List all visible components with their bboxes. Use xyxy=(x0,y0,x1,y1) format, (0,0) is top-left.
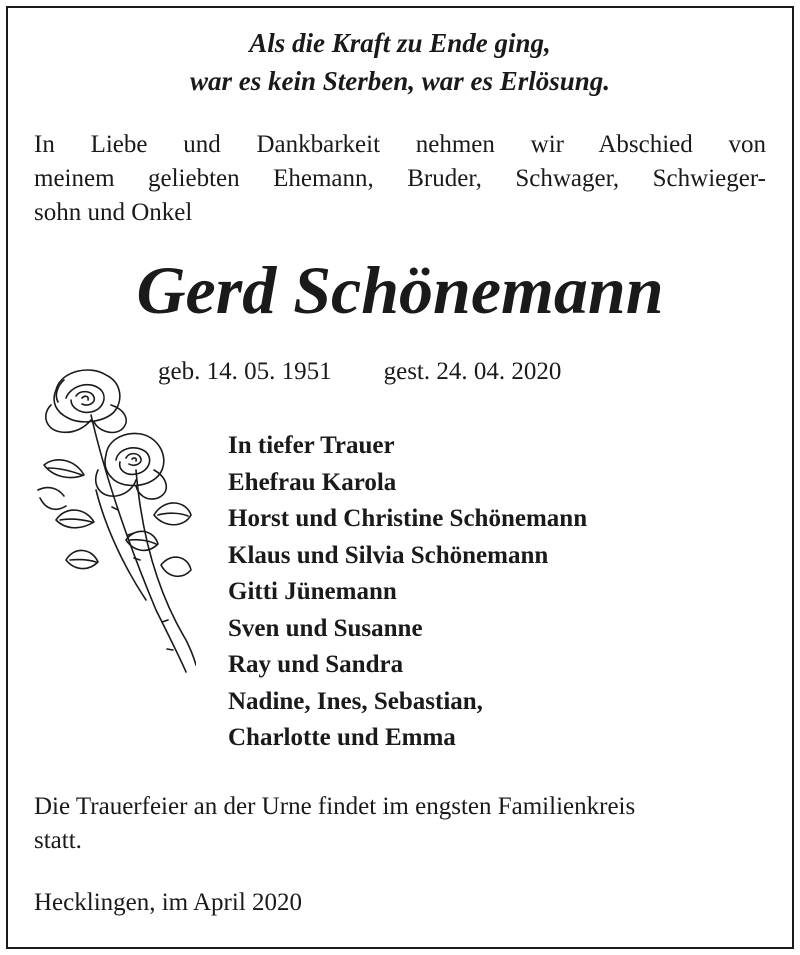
rose-illustration xyxy=(36,360,196,680)
motto xyxy=(0,24,800,100)
deceased-name: Gerd Schönemann xyxy=(136,252,664,328)
intro-line-3: sohn und Onkel xyxy=(34,199,193,226)
mourner-name: Horst und Christine Schönemann xyxy=(228,505,588,532)
mourner-name: Charlotte und Emma xyxy=(228,724,456,751)
motto-line-1: Als die Kraft zu Ende ging, xyxy=(249,28,551,58)
mourner-name: Ray und Sandra xyxy=(228,651,404,678)
mourner-name: Ehefrau Karola xyxy=(228,468,397,496)
mourners-heading: In tiefer Trauer xyxy=(228,432,395,459)
birth-date: geb. 14. 05. 1951 xyxy=(158,358,332,385)
mourner-name: Sven und Susanne xyxy=(228,614,423,642)
place-and-date: Hecklingen, im April 2020 xyxy=(34,889,303,916)
life-dates xyxy=(158,356,561,388)
death-date: gest. 24. 04. 2020 xyxy=(383,358,562,385)
intro-line-1: In Liebe und Dankbarkeit nehmen wir Abschied von xyxy=(34,131,766,158)
mourner-name: Nadine, Ines, Sebastian, xyxy=(228,687,483,715)
ceremony-info xyxy=(34,790,774,858)
mourner-name: Klaus und Silvia Schönemann xyxy=(228,541,549,569)
mourners-list xyxy=(228,428,587,757)
ceremony-line-2: statt. xyxy=(34,827,82,854)
intro-text xyxy=(34,128,766,230)
mourner-name: Gitti Jünemann xyxy=(228,578,397,605)
intro-line-2: meinem geliebten Ehemann, Bruder, Schwager, Schwieger- xyxy=(34,165,766,192)
ceremony-line-1: Die Trauerfeier an der Urne findet im engsten Familienkreis xyxy=(34,793,636,820)
motto-line-2: war es kein Sterben, war es Erlösung. xyxy=(189,66,611,96)
